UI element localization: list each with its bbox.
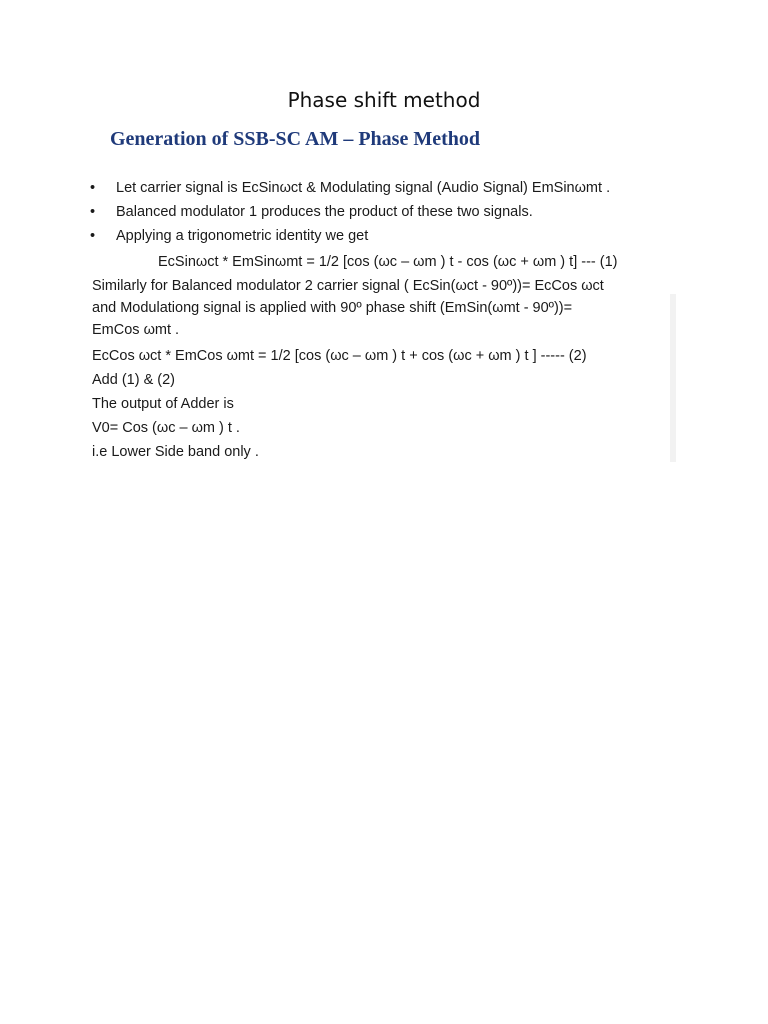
output-equation: V0= Cos (ωc – ωm ) t . <box>92 420 240 436</box>
equation-1: EcSinωct * EmSinωmt = 1/2 [cos (ωc – ωm ) t - cos (ωc + ωm ) t] --- (1) <box>158 254 618 270</box>
text-line: EmCos ωmt . <box>92 322 180 338</box>
page-title: Phase shift method <box>287 88 481 112</box>
bullet-item: • Balanced modulator 1 produces the product of these two signals. <box>88 200 610 224</box>
bullet-list <box>88 176 610 248</box>
conclusion-line: i.e Lower Side band only . <box>92 444 259 460</box>
text-line: Add (1) & (2) <box>92 372 175 388</box>
slide-heading: Generation of SSB-SC AM – Phase Method <box>110 128 480 150</box>
slide-image <box>88 124 676 462</box>
bullet-item: • Let carrier signal is EcSinωct & Modulating signal (Audio Signal) EmSinωmt . <box>88 176 610 200</box>
bullet-item: • Applying a trigonometric identity we get <box>88 224 610 248</box>
text-line: Similarly for Balanced modulator 2 carrier signal ( EcSin(ωct - 90º))= EcCos ωct <box>92 278 604 294</box>
slide-edge-strip <box>670 294 676 462</box>
text-line: The output of Adder is <box>92 396 234 412</box>
equation-2: EcCos ωct * EmCos ωmt = 1/2 [cos (ωc – ωm ) t + cos (ωc + ωm ) t ] ----- (2) <box>92 348 587 364</box>
text-line: and Modulationg signal is applied with 90º phase shift (EmSin(ωmt - 90º))= <box>92 300 573 316</box>
